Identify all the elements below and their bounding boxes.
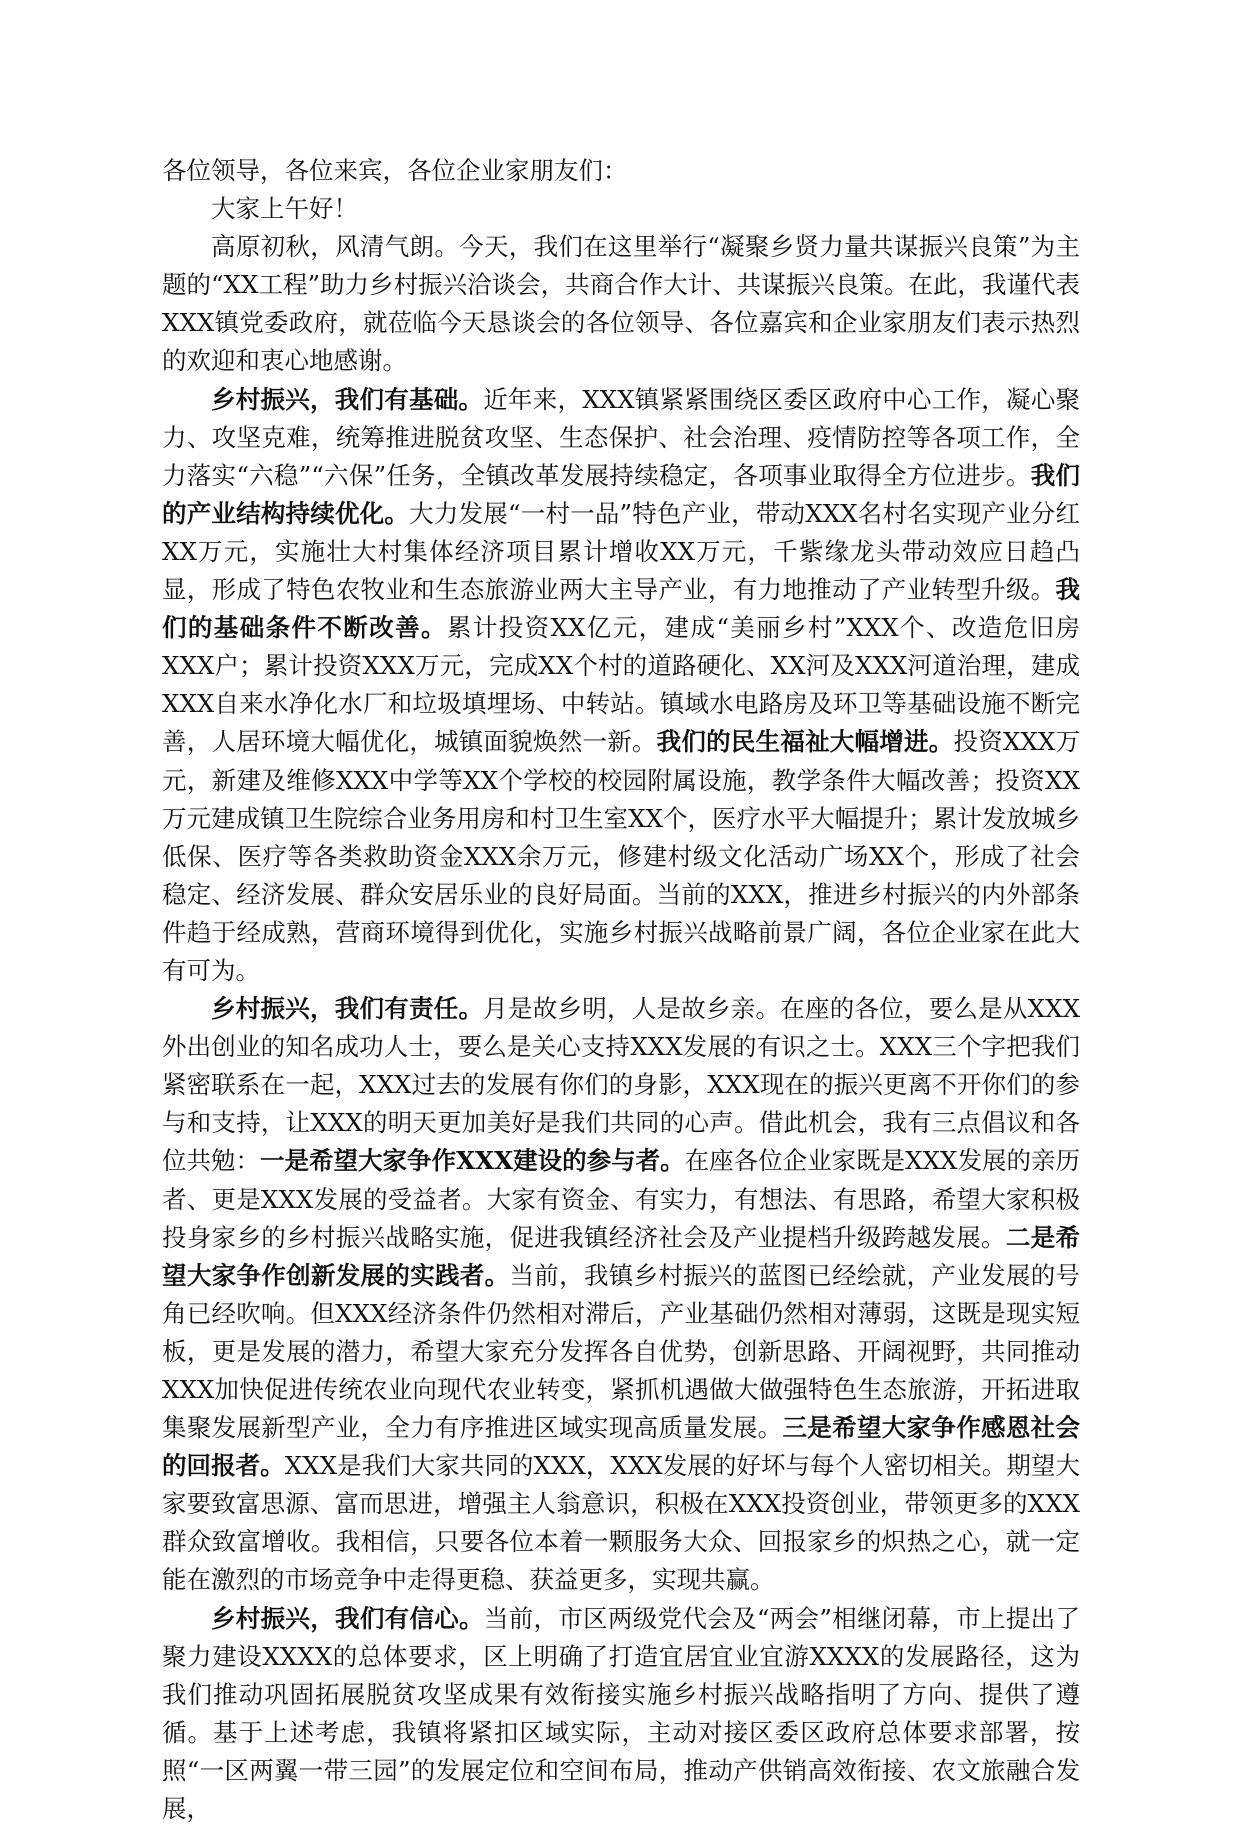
livelihood-heading: 我们的民生福祉大幅增进。 (656, 727, 954, 757)
salutation: 各位领导，各位来宾，各位企业家朋友们： (162, 156, 628, 185)
responsibility-text-4: XXX是我们大家共同的XXX，XXX发展的好坏与每个人密切相关。期望大家要致富思源、富而思进，增强主人翁意识，积极在XXX投资创业，带领更多的XXX群众致富增收。我相信，只要各位本着一颗服务大众、回报家乡的炽热之心，就一定能在激烈的市场竞争中走得更稳、获益更多，实现共赢。 (162, 1451, 1080, 1595)
industry-heading: 我们的产业结构持续优化。 (162, 460, 1080, 528)
intro-paragraph: 高原初秋，风清气朗。今天，我们在这里举行“凝聚乡贤力量共谋振兴良策”为主题的“XX工程”助力乡村振兴洽谈会，共商合作大计、共谋振兴良策。在此，我谨代表XXX镇党委政府，就莅临今天恳谈会的各位领导、各位嘉宾和企业家朋友们表示热烈的欢迎和衷心地感谢。 (162, 232, 1080, 376)
proposal-two-heading: 二是希望大家争作创新发展的实践者。 (162, 1222, 1080, 1290)
paragraph-responsibility (162, 990, 1080, 1600)
responsibility-text-3: 当前，我镇乡村振兴的蓝图已经绘就，产业发展的号角已经吹响。但XXX经济条件仍然相对滞后，产业基础仍然相对薄弱，这既是现实短板，更是发展的潜力，希望大家充分发挥各自优势，创新思路、开阔视野，共同推动XXX加快促进传统农业向现代农业转变，紧抓机遇做大做强特色生态旅游，开拓进取集聚发展新型产业，全力有序推进区域实现高质量发展。 (162, 1260, 1081, 1443)
paragraph-foundation (162, 381, 1080, 991)
responsibility-text-1: 月是故乡明，人是故乡亲。在座的各位，要么是从XXX外出创业的知名成功人士，要么是关心支持XXX发展的有识之士。XXX三个字把我们紧密联系在一起，XXX过去的发展有你们的身影，XXX现在的振兴更离不开你们的参与和支持，让XXX的明天更加美好是我们共同的心声。借此机会，我有三点倡议和各位共勉： (162, 994, 1081, 1176)
paragraph-confidence (162, 1600, 1080, 1828)
document-page (162, 152, 1080, 1828)
greeting: 大家上午好！ (211, 194, 358, 224)
infrastructure-heading: 我们的基础条件不断改善。 (162, 575, 1080, 643)
foundation-heading: 乡村振兴，我们有基础。 (211, 384, 484, 414)
foundation-text-1: 近年来，XXX镇紧紧围绕区委区政府中心工作，凝心聚力、攻坚克难，统筹推进脱贫攻坚、生态保护、社会治理、疫情防控等各项工作，全力落实“六稳”“六保”任务，全镇改革发展持续稳定，各项事业取得全方位进步。 (162, 384, 1081, 490)
foundation-text-4: 投资XXX万元，新建及维修XXX中学等XX个学校的校园附属设施，教学条件大幅改善；投资XX万元建成镇卫生院综合业务用房和村卫生室XX个，医疗水平大幅提升；累计发放城乡低保、医疗等各类救助资金XXX余万元，修建村级文化活动广场XX个，形成了社会稳定、经济发展、群众安居乐业的良好局面。当前的XXX，推进乡村振兴的内外部条件趋于经成熟，营商环境得到优化，实施乡村振兴战略前景广阔，各位企业家在此大有可为。 (162, 727, 1081, 985)
proposal-one-heading: 一是希望大家争作XXX建设的参与者。 (260, 1146, 685, 1176)
responsibility-text-2: 在座各位企业家既是XXX发展的亲历者、更是XXX发展的受益者。大家有资金、有实力，有想法、有思路，希望大家积极投身家乡的乡村振兴战略实施，促进我镇经济社会及产业提档升级跨越发展。 (162, 1146, 1081, 1252)
responsibility-heading: 乡村振兴，我们有责任。 (211, 994, 484, 1024)
confidence-heading: 乡村振兴，我们有信心。 (211, 1603, 484, 1633)
foundation-text-2: 大力发展“一村一品”特色产业，带动XXX名村名实现产业分红XX万元，实施壮大村集体经济项目累计增收XX万元，千紫缘龙头带动效应日趋凸显，形成了特色农牧业和生态旅游业两大主导产业，有力地推动了产业转型升级。 (162, 498, 1081, 605)
foundation-text-3: 累计投资XX亿元，建成“美丽乡村”XXX个、改造危旧房XXX户；累计投资XXX万元，完成XX个村的道路硬化、XX河及XXX河道治理，建成XXX自来水净化水厂和垃圾填埋场、中转站。镇域水电路房及环卫等基础设施不断完善，人居环境大幅优化，城镇面貌焕然一新。 (162, 613, 1081, 757)
proposal-three-heading: 三是希望大家争作感恩社会的回报者。 (162, 1413, 1080, 1481)
confidence-text-1: 当前，市区两级党代会及“两会”相继闭幕，市上提出了聚力建设XXXX的总体要求，区上明确了打造宜居宜业宜游XXXX的发展路径，这为我们推动巩固拓展脱贫攻坚成果有效衔接实施乡村振兴战略指明了方向、提供了遵循。基于上述考虑，我镇将紧扣区域实际，主动对接区委区政府总体要求部署，按照“一区两翼一带三园”的发展定位和空间布局，推动产供销高效衔接、农文旅融合发展， (162, 1603, 1080, 1824)
